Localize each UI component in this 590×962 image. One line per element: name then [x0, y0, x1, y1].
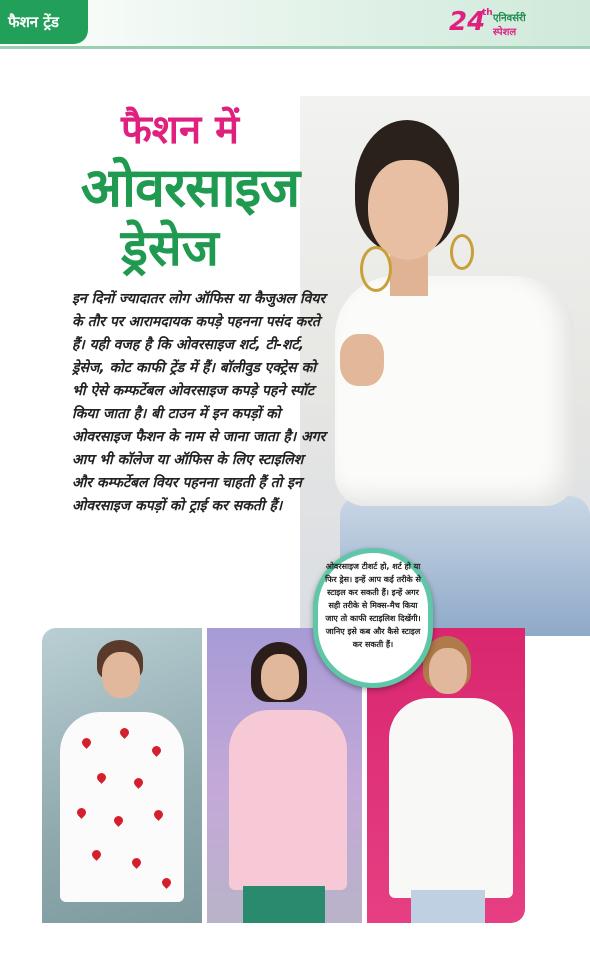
hero-face	[368, 160, 448, 260]
page-header	[0, 0, 590, 49]
figure-head	[261, 654, 299, 700]
heart-print-tee	[60, 712, 184, 902]
figure-head	[429, 648, 467, 694]
hero-hand	[340, 334, 384, 386]
green-pants	[243, 886, 325, 923]
badge-number: 24	[449, 7, 486, 37]
anniversary-badge	[447, 6, 537, 42]
title-line-1: फैशन में	[120, 107, 240, 153]
badge-line1: एनिवर्सरी	[493, 13, 526, 24]
hoop-earring-left	[360, 246, 392, 292]
title-line-2: ओवरसाइज	[80, 156, 300, 219]
title-line-3: ड्रेसेज	[121, 219, 219, 277]
callout-bubble: ओवरसाइज टीशर्ट हो, शर्ट हो या फिर ड्रेस। इन्हें आप कई तरीके से स्टाइल कर सकती हैं। इन्हें अगर सही तरीके से मिक्स-मैच किया जाए तो काफी स्टाइलिश दिखेंगी। जानिए इसे कब और कैसे स्टाइल कर सकती हैं।	[313, 548, 433, 688]
photo-heart-tee	[42, 628, 202, 923]
hero-shirt	[335, 276, 575, 506]
pink-oversized-tee	[229, 710, 347, 890]
figure-head	[102, 652, 140, 698]
badge-line2: स्पेशल	[493, 27, 517, 38]
hoop-earring-right	[450, 234, 474, 270]
badge-suffix: th	[482, 8, 493, 18]
article-intro: इन दिनों ज्यादातर लोग ऑफिस या कैजुअल वियर के तौर पर आरामदायक कपड़े पहनना पसंद करते हैं। यही वजह है कि ओवरसाइज शर्ट, टी-शर्ट, ड्रेसेज, कोट काफी ट्रेंड में हैं। बॉलीवुड एक्ट्रेस को भी ऐसे कम्फर्टेबल ओवरसाइज कपड़े पहने स्पॉट किया जाता है। बी टाउन में इन कपड़ों को ओवरसाइज फैशन के नाम से जाना जाता है। अगर आप भी कॉलेज या ऑफिस के लिए स्टाइलिश और कम्फर्टेबल वियर पहनना चाहती हैं तो इन ओवरसाइज कपड़ों को ट्राई कर सकती हैं।	[72, 291, 326, 514]
jeans	[411, 890, 485, 923]
white-oversized-tee	[389, 698, 513, 898]
section-label: फैशन ट्रेंड	[0, 0, 88, 44]
